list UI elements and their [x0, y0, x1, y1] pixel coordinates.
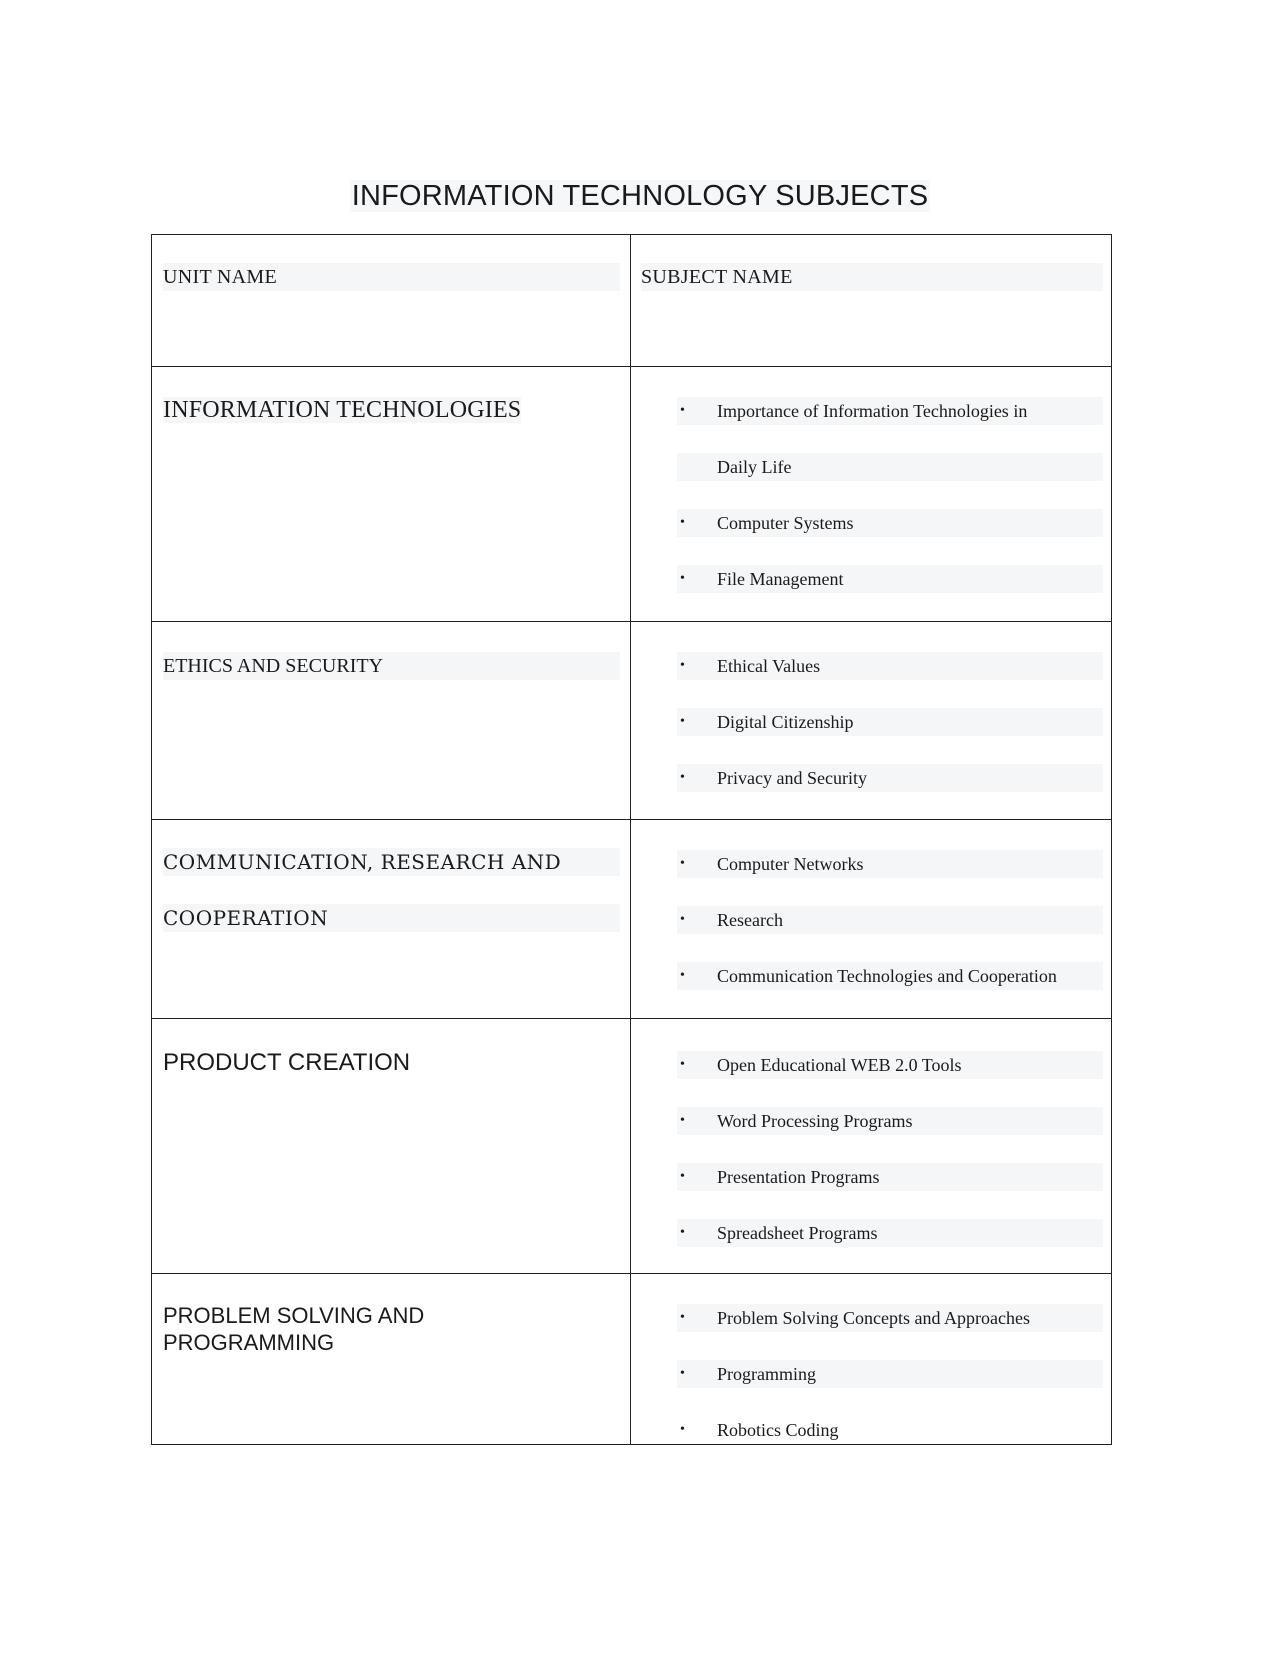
unit-name-line-1: PROBLEM SOLVING AND — [163, 1303, 425, 1328]
subject-name: Robotics Coding — [717, 1420, 839, 1440]
page-title — [0, 180, 1280, 213]
list-item — [677, 708, 1103, 736]
subject-name: Presentation Programs — [717, 1167, 880, 1187]
subject-cell — [631, 367, 1112, 622]
unit-cell — [152, 367, 631, 622]
subject-name: Daily Life — [717, 457, 792, 477]
subject-list — [641, 1304, 1103, 1444]
subject-cell — [631, 622, 1112, 820]
unit-name-line-2: COOPERATION — [163, 904, 620, 932]
unit-name-line-1: COMMUNICATION, RESEARCH AND — [163, 848, 620, 876]
unit-cell — [152, 622, 631, 820]
bullet-icon: • — [680, 1422, 685, 1437]
list-item — [677, 962, 1103, 990]
table-row — [152, 622, 1112, 820]
subject-list — [641, 1051, 1103, 1247]
list-item — [677, 1304, 1103, 1332]
table-row — [152, 367, 1112, 622]
list-item — [677, 453, 1103, 481]
bullet-icon: • — [680, 1366, 685, 1381]
table-header-row — [152, 235, 1112, 367]
subject-cell — [631, 1274, 1112, 1445]
subject-list — [641, 652, 1103, 792]
subject-name: Digital Citizenship — [717, 712, 854, 732]
unit-cell — [152, 1274, 631, 1445]
bullet-icon: • — [680, 770, 685, 785]
list-item — [677, 1219, 1103, 1247]
unit-name: ETHICS AND SECURITY — [163, 652, 620, 680]
subject-name: Open Educational WEB 2.0 Tools — [717, 1055, 962, 1075]
list-item — [677, 1416, 1103, 1444]
list-item — [677, 509, 1103, 537]
list-item — [677, 565, 1103, 593]
list-item — [677, 1051, 1103, 1079]
subject-name: Communication Technologies and Cooperation — [717, 966, 1057, 986]
table-row — [152, 1019, 1112, 1274]
subject-name: Spreadsheet Programs — [717, 1223, 878, 1243]
header-cell-subject — [631, 235, 1112, 367]
table-row — [152, 820, 1112, 1019]
subject-name: File Management — [717, 569, 844, 589]
list-item — [677, 1163, 1103, 1191]
header-subject-name: SUBJECT NAME — [641, 263, 1103, 291]
header-cell-unit — [152, 235, 631, 367]
bullet-icon: • — [680, 1057, 685, 1072]
list-item — [677, 652, 1103, 680]
bullet-icon: • — [680, 714, 685, 729]
unit-cell — [152, 1019, 631, 1274]
bullet-icon: • — [680, 515, 685, 530]
subject-name: Programming — [717, 1364, 816, 1384]
unit-name: PRODUCT CREATION — [163, 1049, 411, 1076]
unit-name-line-2: PROGRAMMING — [163, 1330, 335, 1355]
header-unit-name: UNIT NAME — [163, 263, 620, 291]
list-item — [677, 850, 1103, 878]
bullet-icon: • — [680, 856, 685, 871]
unit-name: INFORMATION TECHNOLOGIES — [163, 397, 522, 423]
bullet-icon: • — [680, 968, 685, 983]
subject-name: Computer Networks — [717, 854, 864, 874]
subject-name: Word Processing Programs — [717, 1111, 913, 1131]
subject-name: Importance of Information Technologies in — [717, 401, 1028, 421]
bullet-icon: • — [680, 1113, 685, 1128]
bullet-icon: • — [680, 1225, 685, 1240]
unit-cell — [152, 820, 631, 1019]
subject-cell — [631, 1019, 1112, 1274]
list-item — [677, 397, 1103, 425]
subject-name: Computer Systems — [717, 513, 854, 533]
list-item — [677, 906, 1103, 934]
bullet-icon: • — [680, 1169, 685, 1184]
page-title-text: INFORMATION TECHNOLOGY SUBJECTS — [351, 180, 929, 212]
bullet-icon: • — [680, 1310, 685, 1325]
subject-name: Problem Solving Concepts and Approaches — [717, 1308, 1030, 1328]
list-item — [677, 1107, 1103, 1135]
bullet-icon: • — [680, 403, 685, 418]
list-item — [677, 1360, 1103, 1388]
subject-cell — [631, 820, 1112, 1019]
subject-name: Ethical Values — [717, 656, 821, 676]
bullet-icon: • — [680, 658, 685, 673]
subject-name: Privacy and Security — [717, 768, 867, 788]
bullet-icon: • — [680, 912, 685, 927]
subject-name: Research — [717, 910, 783, 930]
table-row — [152, 1274, 1112, 1445]
subject-list — [641, 850, 1103, 990]
bullet-icon: • — [680, 571, 685, 586]
list-item — [677, 764, 1103, 792]
subjects-table — [151, 234, 1112, 1445]
subject-list — [641, 397, 1103, 593]
